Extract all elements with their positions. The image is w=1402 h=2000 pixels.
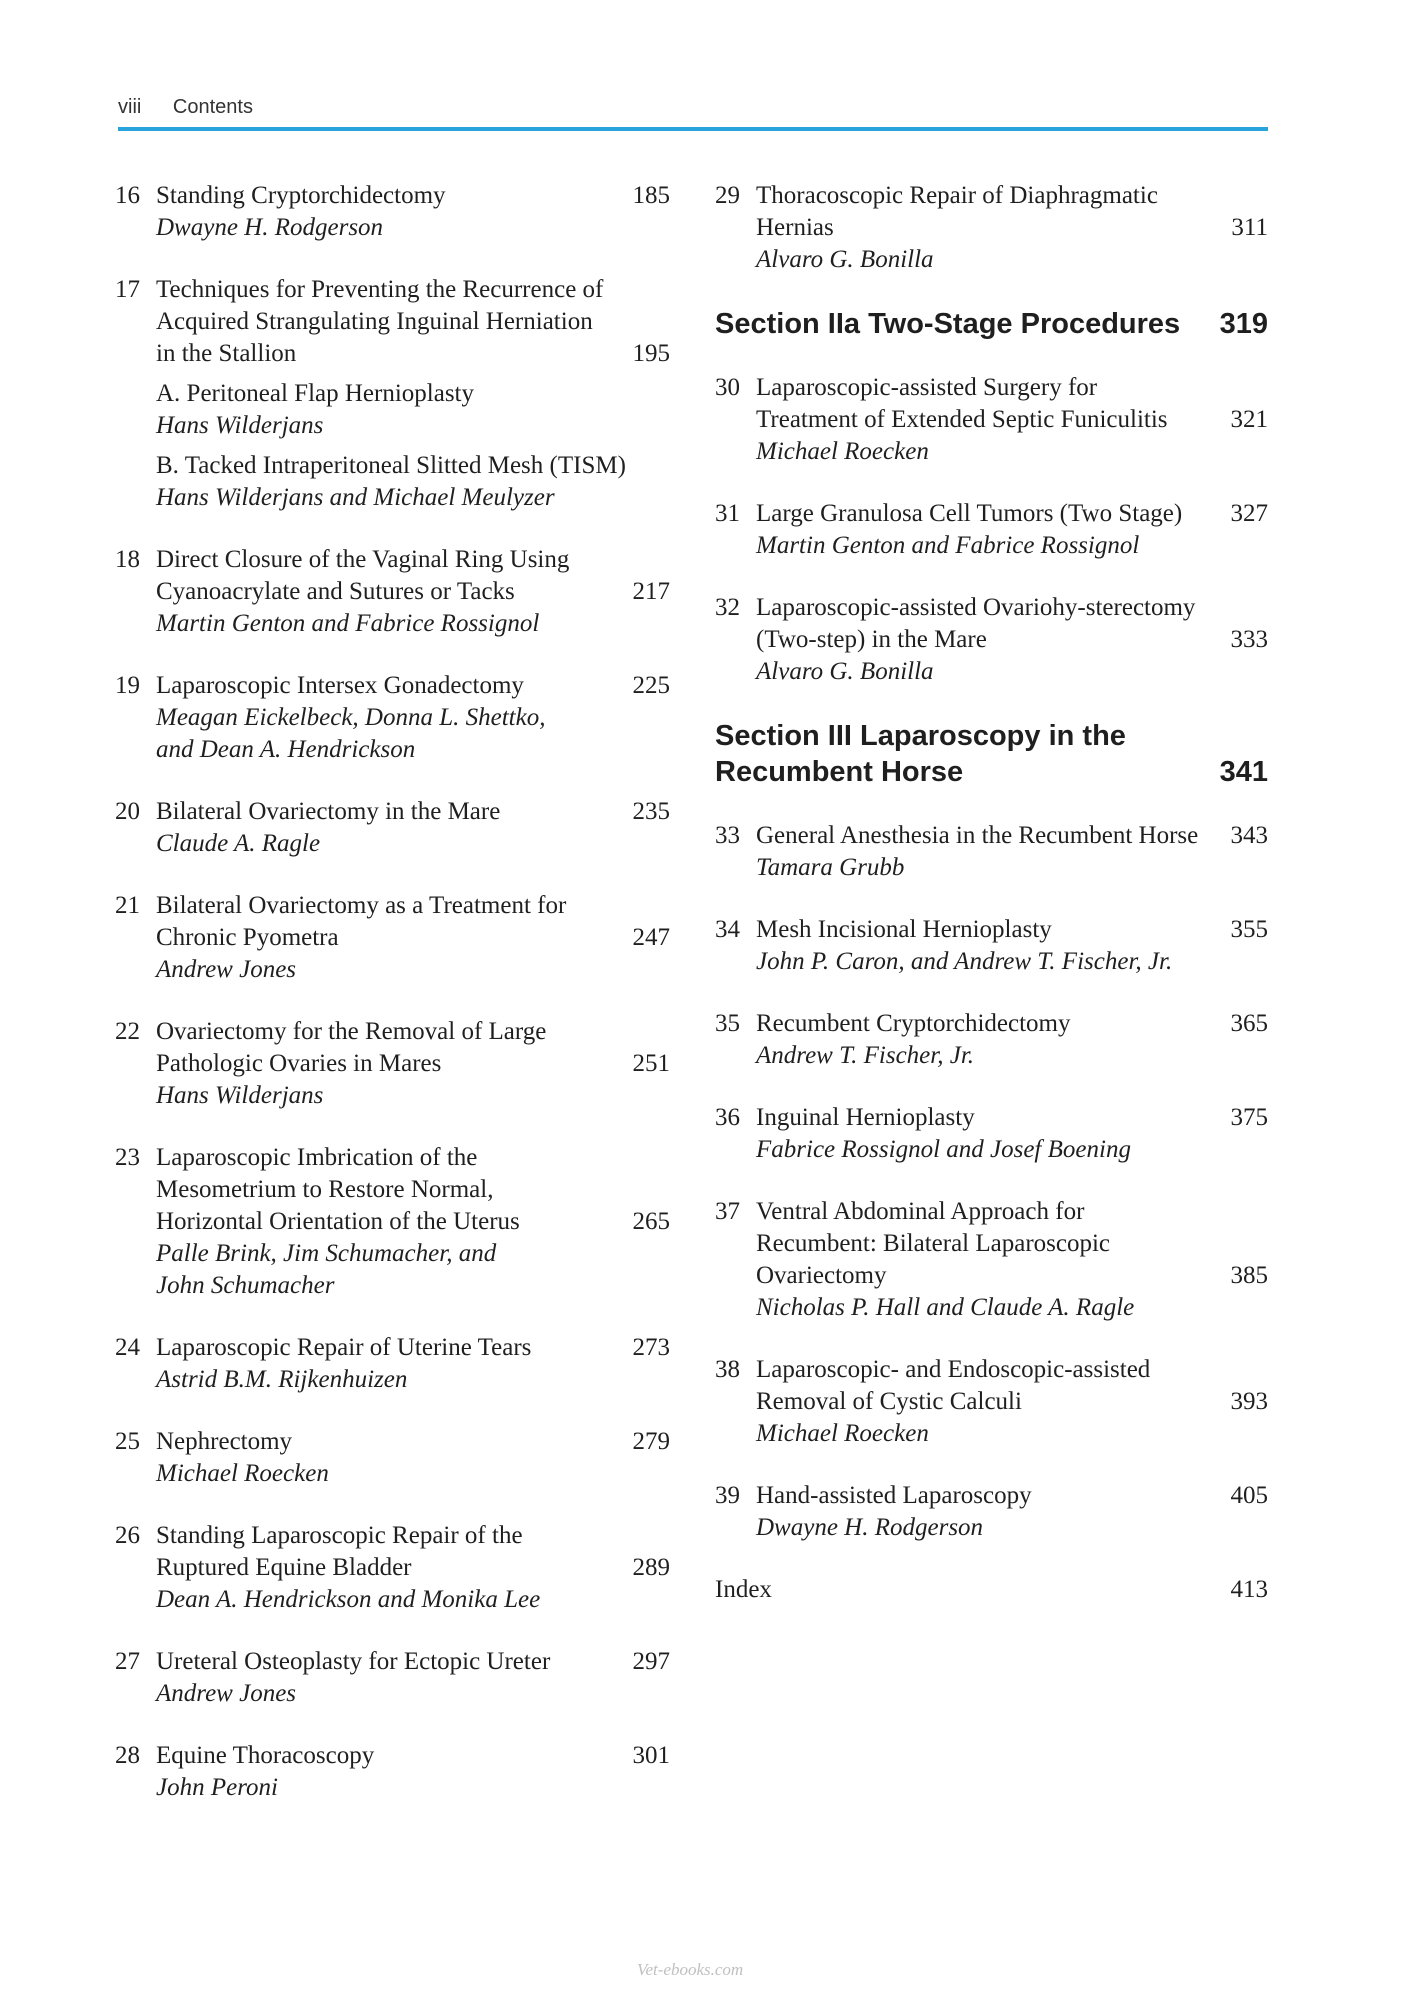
chapter-authors: Nicholas P. Hall and Claude A. Ragle [756, 1294, 1135, 1321]
toc-entry[interactable] [715, 1008, 1268, 1072]
chapter-authors: Dwayne H. Rodgerson [756, 1514, 984, 1541]
chapter-number: 33 [715, 822, 740, 849]
chapter-title: Ovariectomy for the Removal of Large Pathologic Ovaries in Mares [156, 1018, 547, 1077]
chapter-number: 19 [115, 672, 140, 699]
chapter-authors: Martin Genton and Fabrice Rossignol [756, 532, 1140, 559]
page-number: 327 [1230, 500, 1268, 527]
header-rule [118, 127, 1268, 131]
chapter-authors: Dean A. Hendrickson and Monika Lee [156, 1586, 541, 1613]
chapter-title: Thoracoscopic Repair of Diaphragmatic Hernias [756, 182, 1158, 241]
toc-entry[interactable] [115, 670, 670, 766]
page-number: 195 [632, 340, 670, 367]
page-number: 289 [632, 1554, 670, 1581]
section-title: Section III Laparoscopy in the Recumbent Horse [715, 720, 1126, 788]
chapter-number: 25 [115, 1428, 140, 1455]
chapter-number: 17 [115, 276, 140, 303]
chapter-authors: Meagan Eickelbeck, Donna L. Shettko, [156, 704, 546, 731]
toc-entry[interactable] [115, 1740, 670, 1804]
toc-entry[interactable] [115, 1016, 670, 1112]
page-number: 333 [1230, 626, 1268, 653]
toc-right-column [715, 180, 1268, 1606]
chapter-authors: Martin Genton and Fabrice Rossignol [156, 610, 540, 637]
page-number: 365 [1230, 1010, 1268, 1037]
page-number: 273 [632, 1334, 670, 1361]
chapter-authors: Tamara Grubb [756, 854, 905, 881]
toc-entry[interactable] [715, 1480, 1268, 1544]
toc-entry[interactable] [115, 890, 670, 986]
chapter-authors: John Schumacher [156, 1272, 335, 1299]
section-page-number: 341 [1219, 756, 1268, 788]
chapter-number: 18 [115, 546, 140, 573]
chapter-title: Nephrectomy [156, 1428, 293, 1455]
chapter-number: 26 [115, 1522, 140, 1549]
chapter-number: 30 [715, 374, 740, 401]
index-page-number: 413 [1230, 1576, 1268, 1603]
toc-entry[interactable] [115, 1332, 670, 1396]
toc-entry[interactable] [115, 544, 670, 640]
header-page-number: viii [118, 96, 142, 118]
toc-entry[interactable] [715, 180, 1268, 276]
section-page-number: 319 [1219, 308, 1268, 340]
page-number: 385 [1230, 1262, 1268, 1289]
toc-entry[interactable] [115, 1426, 670, 1490]
toc-entry[interactable] [115, 1646, 670, 1710]
chapter-number: 36 [715, 1104, 740, 1131]
section-heading [715, 306, 1268, 342]
page-number: 217 [632, 578, 670, 605]
page-number: 301 [632, 1742, 670, 1769]
chapter-authors: Andrew Jones [156, 956, 297, 983]
toc-entry[interactable] [115, 274, 670, 514]
toc-entry[interactable] [715, 1196, 1268, 1324]
chapter-number: 27 [115, 1648, 140, 1675]
chapter-authors: Alvaro G. Bonilla [756, 658, 934, 685]
chapter-number: 16 [115, 182, 140, 209]
toc-entry[interactable] [715, 498, 1268, 562]
chapter-number: 34 [715, 916, 740, 943]
chapter-authors: Andrew T. Fischer, Jr. [756, 1042, 975, 1069]
chapter-authors: Palle Brink, Jim Schumacher, and [156, 1240, 497, 1267]
page-number: 311 [1231, 214, 1268, 241]
chapter-authors: Claude A. Ragle [156, 830, 321, 857]
chapter-title: Laparoscopic Imbrication of the Mesometrium to Restore Normal, Horizontal Orientation of the Uterus [156, 1144, 520, 1235]
chapter-title: Bilateral Ovariectomy in the Mare [156, 798, 501, 825]
chapter-authors: Dwayne H. Rodgerson [156, 214, 384, 241]
page-number: 375 [1230, 1104, 1268, 1131]
chapter-number: 22 [115, 1018, 140, 1045]
chapter-authors: and Dean A. Hendrickson [156, 736, 416, 763]
header-title: Contents [172, 96, 253, 118]
toc-entry[interactable] [715, 1102, 1268, 1166]
chapter-number: 38 [715, 1356, 740, 1383]
chapter-number: 28 [115, 1742, 140, 1769]
running-header [118, 96, 1266, 122]
toc-entry[interactable] [115, 796, 670, 860]
chapter-title: Mesh Incisional Hernioplasty [756, 916, 1052, 943]
section-title: Section IIa Two-Stage Procedures [715, 308, 1181, 340]
chapter-title: Bilateral Ovariectomy as a Treatment for Chronic Pyometra [156, 892, 567, 951]
chapter-title: General Anesthesia in the Recumbent Horse [756, 822, 1199, 849]
page-number: 225 [632, 672, 670, 699]
chapter-title: Laparoscopic Repair of Uterine Tears [156, 1334, 532, 1361]
toc-left-column [115, 180, 670, 1834]
chapter-title: Ventral Abdominal Approach for Recumbent: Bilateral Laparoscopic Ovariectomy [756, 1198, 1111, 1289]
chapter-number: 32 [715, 594, 740, 621]
chapter-number: 24 [115, 1334, 140, 1361]
chapter-authors: Michael Roecken [756, 438, 929, 465]
sub-entry-authors: Hans Wilderjans and Michael Meulyzer [156, 484, 555, 511]
watermark: Vet-ebooks.com [637, 1960, 744, 1979]
sub-entry-title: A. Peritoneal Flap Hernioplasty [156, 380, 474, 407]
toc-entry[interactable] [715, 592, 1268, 688]
chapter-title: Ureteral Osteoplasty for Ectopic Ureter [156, 1648, 551, 1675]
page-number: 405 [1230, 1482, 1268, 1509]
chapter-authors: Michael Roecken [156, 1460, 329, 1487]
page-number: 355 [1230, 916, 1268, 943]
chapter-title: Large Granulosa Cell Tumors (Two Stage) [756, 500, 1183, 527]
page-number: 235 [632, 798, 670, 825]
sub-entry-authors: Hans Wilderjans [156, 412, 324, 439]
page-number: 251 [632, 1050, 670, 1077]
chapter-title: Hand-assisted Laparoscopy [756, 1482, 1032, 1509]
chapter-title: Recumbent Cryptorchidectomy [756, 1010, 1071, 1037]
page-number: 343 [1230, 822, 1268, 849]
index-entry[interactable] [715, 1574, 1268, 1606]
section-heading [715, 718, 1268, 790]
index-label: Index [715, 1576, 772, 1603]
chapter-number: 29 [715, 182, 740, 209]
chapter-authors: John Peroni [156, 1774, 278, 1801]
chapter-authors: John P. Caron, and Andrew T. Fischer, Jr. [756, 948, 1173, 975]
chapter-title: Techniques for Preventing the Recurrence of Acquired Strangulating Inguinal Herniation in the Stallion [156, 276, 604, 367]
chapter-number: 20 [115, 798, 140, 825]
chapter-authors: Astrid B.M. Rijkenhuizen [156, 1366, 408, 1393]
chapter-authors: Andrew Jones [156, 1680, 297, 1707]
page-number: 279 [632, 1428, 670, 1455]
chapter-title: Laparoscopic-assisted Ovariohy-sterectomy (Two-step) in the Mare [756, 594, 1196, 653]
page-number: 393 [1230, 1388, 1268, 1415]
chapter-number: 39 [715, 1482, 740, 1509]
chapter-number: 37 [715, 1198, 740, 1225]
toc-entry[interactable] [715, 1354, 1268, 1450]
toc-entry[interactable] [115, 1142, 670, 1302]
chapter-number: 23 [115, 1144, 140, 1171]
sub-entry [156, 378, 670, 442]
chapter-title: Laparoscopic- and Endoscopic-assisted Removal of Cystic Calculi [756, 1356, 1151, 1415]
chapter-authors: Alvaro G. Bonilla [756, 246, 934, 273]
chapter-title: Equine Thoracoscopy [156, 1742, 375, 1769]
chapter-title: Laparoscopic-assisted Surgery for Treatment of Extended Septic Funiculitis [756, 374, 1168, 433]
chapter-authors: Hans Wilderjans [156, 1082, 324, 1109]
toc-entry[interactable] [115, 1520, 670, 1616]
chapter-number: 21 [115, 892, 140, 919]
chapter-authors: Michael Roecken [756, 1420, 929, 1447]
page-number: 265 [632, 1208, 670, 1235]
chapter-number: 31 [715, 500, 740, 527]
sub-entry-title: B. Tacked Intraperitoneal Slitted Mesh (TISM) [156, 452, 626, 479]
toc-entry[interactable] [715, 914, 1268, 978]
chapter-title: Laparoscopic Intersex Gonadectomy [156, 672, 524, 699]
sub-entry [156, 450, 670, 514]
chapter-authors: Fabrice Rossignol and Josef Boening [756, 1136, 1131, 1163]
chapter-title: Standing Cryptorchidectomy [156, 182, 446, 209]
toc-entry[interactable] [115, 180, 670, 244]
page-number: 321 [1230, 406, 1268, 433]
toc-entry[interactable] [715, 372, 1268, 468]
chapter-number: 35 [715, 1010, 740, 1037]
page-number: 297 [632, 1648, 670, 1675]
chapter-title: Inguinal Hernioplasty [756, 1104, 975, 1131]
toc-entry[interactable] [715, 820, 1268, 884]
page-number: 247 [632, 924, 670, 951]
chapter-title: Standing Laparoscopic Repair of the Ruptured Equine Bladder [156, 1522, 523, 1581]
chapter-title: Direct Closure of the Vaginal Ring Using Cyanoacrylate and Sutures or Tacks [156, 546, 570, 605]
page-number: 185 [632, 182, 670, 209]
